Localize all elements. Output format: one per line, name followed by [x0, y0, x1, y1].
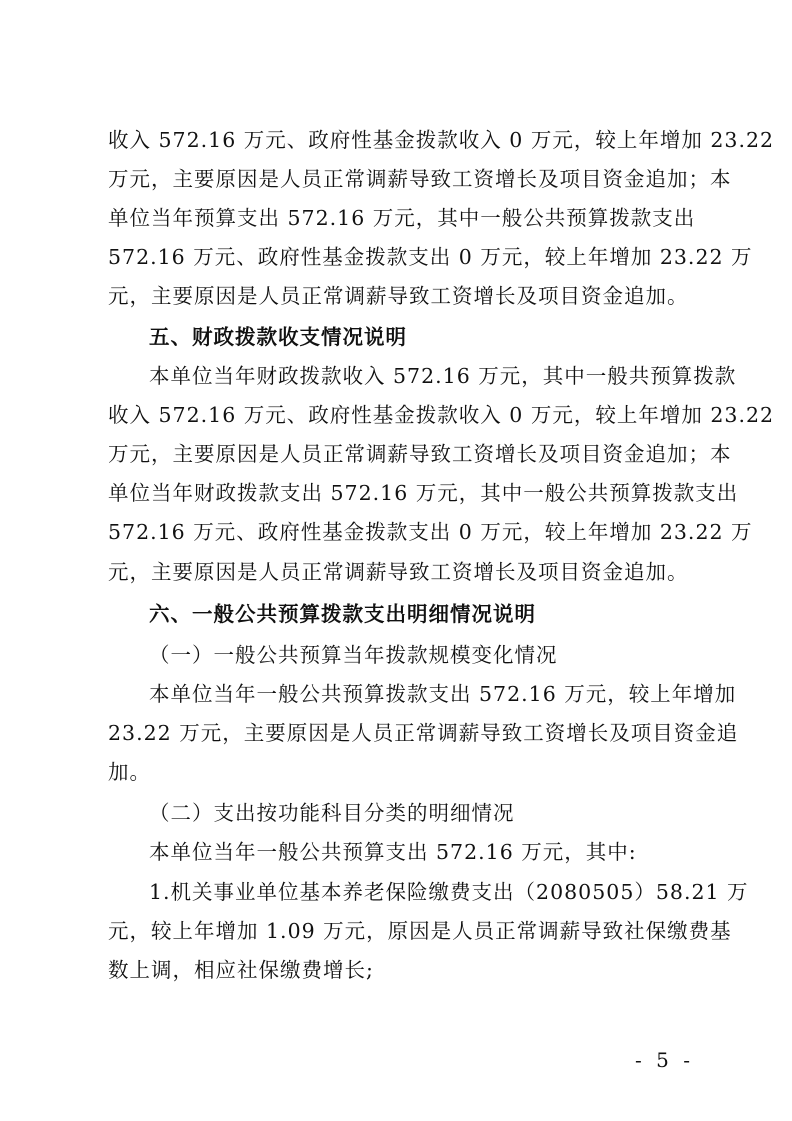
- body-line: 元，主要原因是人员正常调薪导致工资增长及项目资金追加。: [108, 560, 689, 584]
- body-line: 万元，主要原因是人员正常调薪导致工资增长及项目资金追加；本: [108, 167, 732, 191]
- section-heading-5: 五、财政拨款收支情况说明: [149, 325, 407, 349]
- page-number: - 5 -: [635, 1048, 694, 1072]
- body-line: 单位当年预算支出 572.16 万元，其中一般公共预算拨款支出: [108, 206, 696, 230]
- body-line: 单位当年财政拨款支出 572.16 万元，其中一般公共预算拨款支出: [108, 481, 739, 505]
- body-line: 收入 572.16 万元、政府性基金拨款收入 0 万元，较上年增加 23.22: [108, 128, 775, 152]
- body-line: 23.22 万元，主要原因是人员正常调薪导致工资增长及项目资金追: [108, 721, 739, 745]
- body-line: 元，较上年增加 1.09 万元，原因是人员正常调薪导致社保缴费基: [108, 919, 732, 943]
- subsection-heading-2: （二）支出按功能科目分类的明细情况: [149, 801, 515, 825]
- body-line: 572.16 万元、政府性基金拨款支出 0 万元，较上年增加 23.22 万: [108, 520, 753, 544]
- subsection-heading-1: （一）一般公共预算当年拨款规模变化情况: [149, 643, 558, 667]
- section-heading-6: 六、一般公共预算拨款支出明细情况说明: [149, 602, 536, 626]
- body-line: 加。: [108, 760, 151, 784]
- body-line: 本单位当年财政拨款收入 572.16 万元，其中一般共预算拨款: [149, 364, 737, 388]
- body-line: 数上调，相应社保缴费增长;: [108, 958, 374, 982]
- body-line: 572.16 万元、政府性基金拨款支出 0 万元，较上年增加 23.22 万: [108, 245, 753, 269]
- body-line: 收入 572.16 万元、政府性基金拨款收入 0 万元，较上年增加 23.22: [108, 403, 775, 427]
- body-line: 元，主要原因是人员正常调薪导致工资增长及项目资金追加。: [108, 284, 689, 308]
- body-line: 万元，主要原因是人员正常调薪导致工资增长及项目资金追加；本: [108, 442, 732, 466]
- body-line: 本单位当年一般公共预算支出 572.16 万元，其中:: [149, 840, 637, 864]
- body-line: 1.机关事业单位基本养老保险缴费支出（2080505）58.21 万: [149, 880, 749, 904]
- body-line: 本单位当年一般公共预算拨款支出 572.16 万元，较上年增加: [149, 682, 737, 706]
